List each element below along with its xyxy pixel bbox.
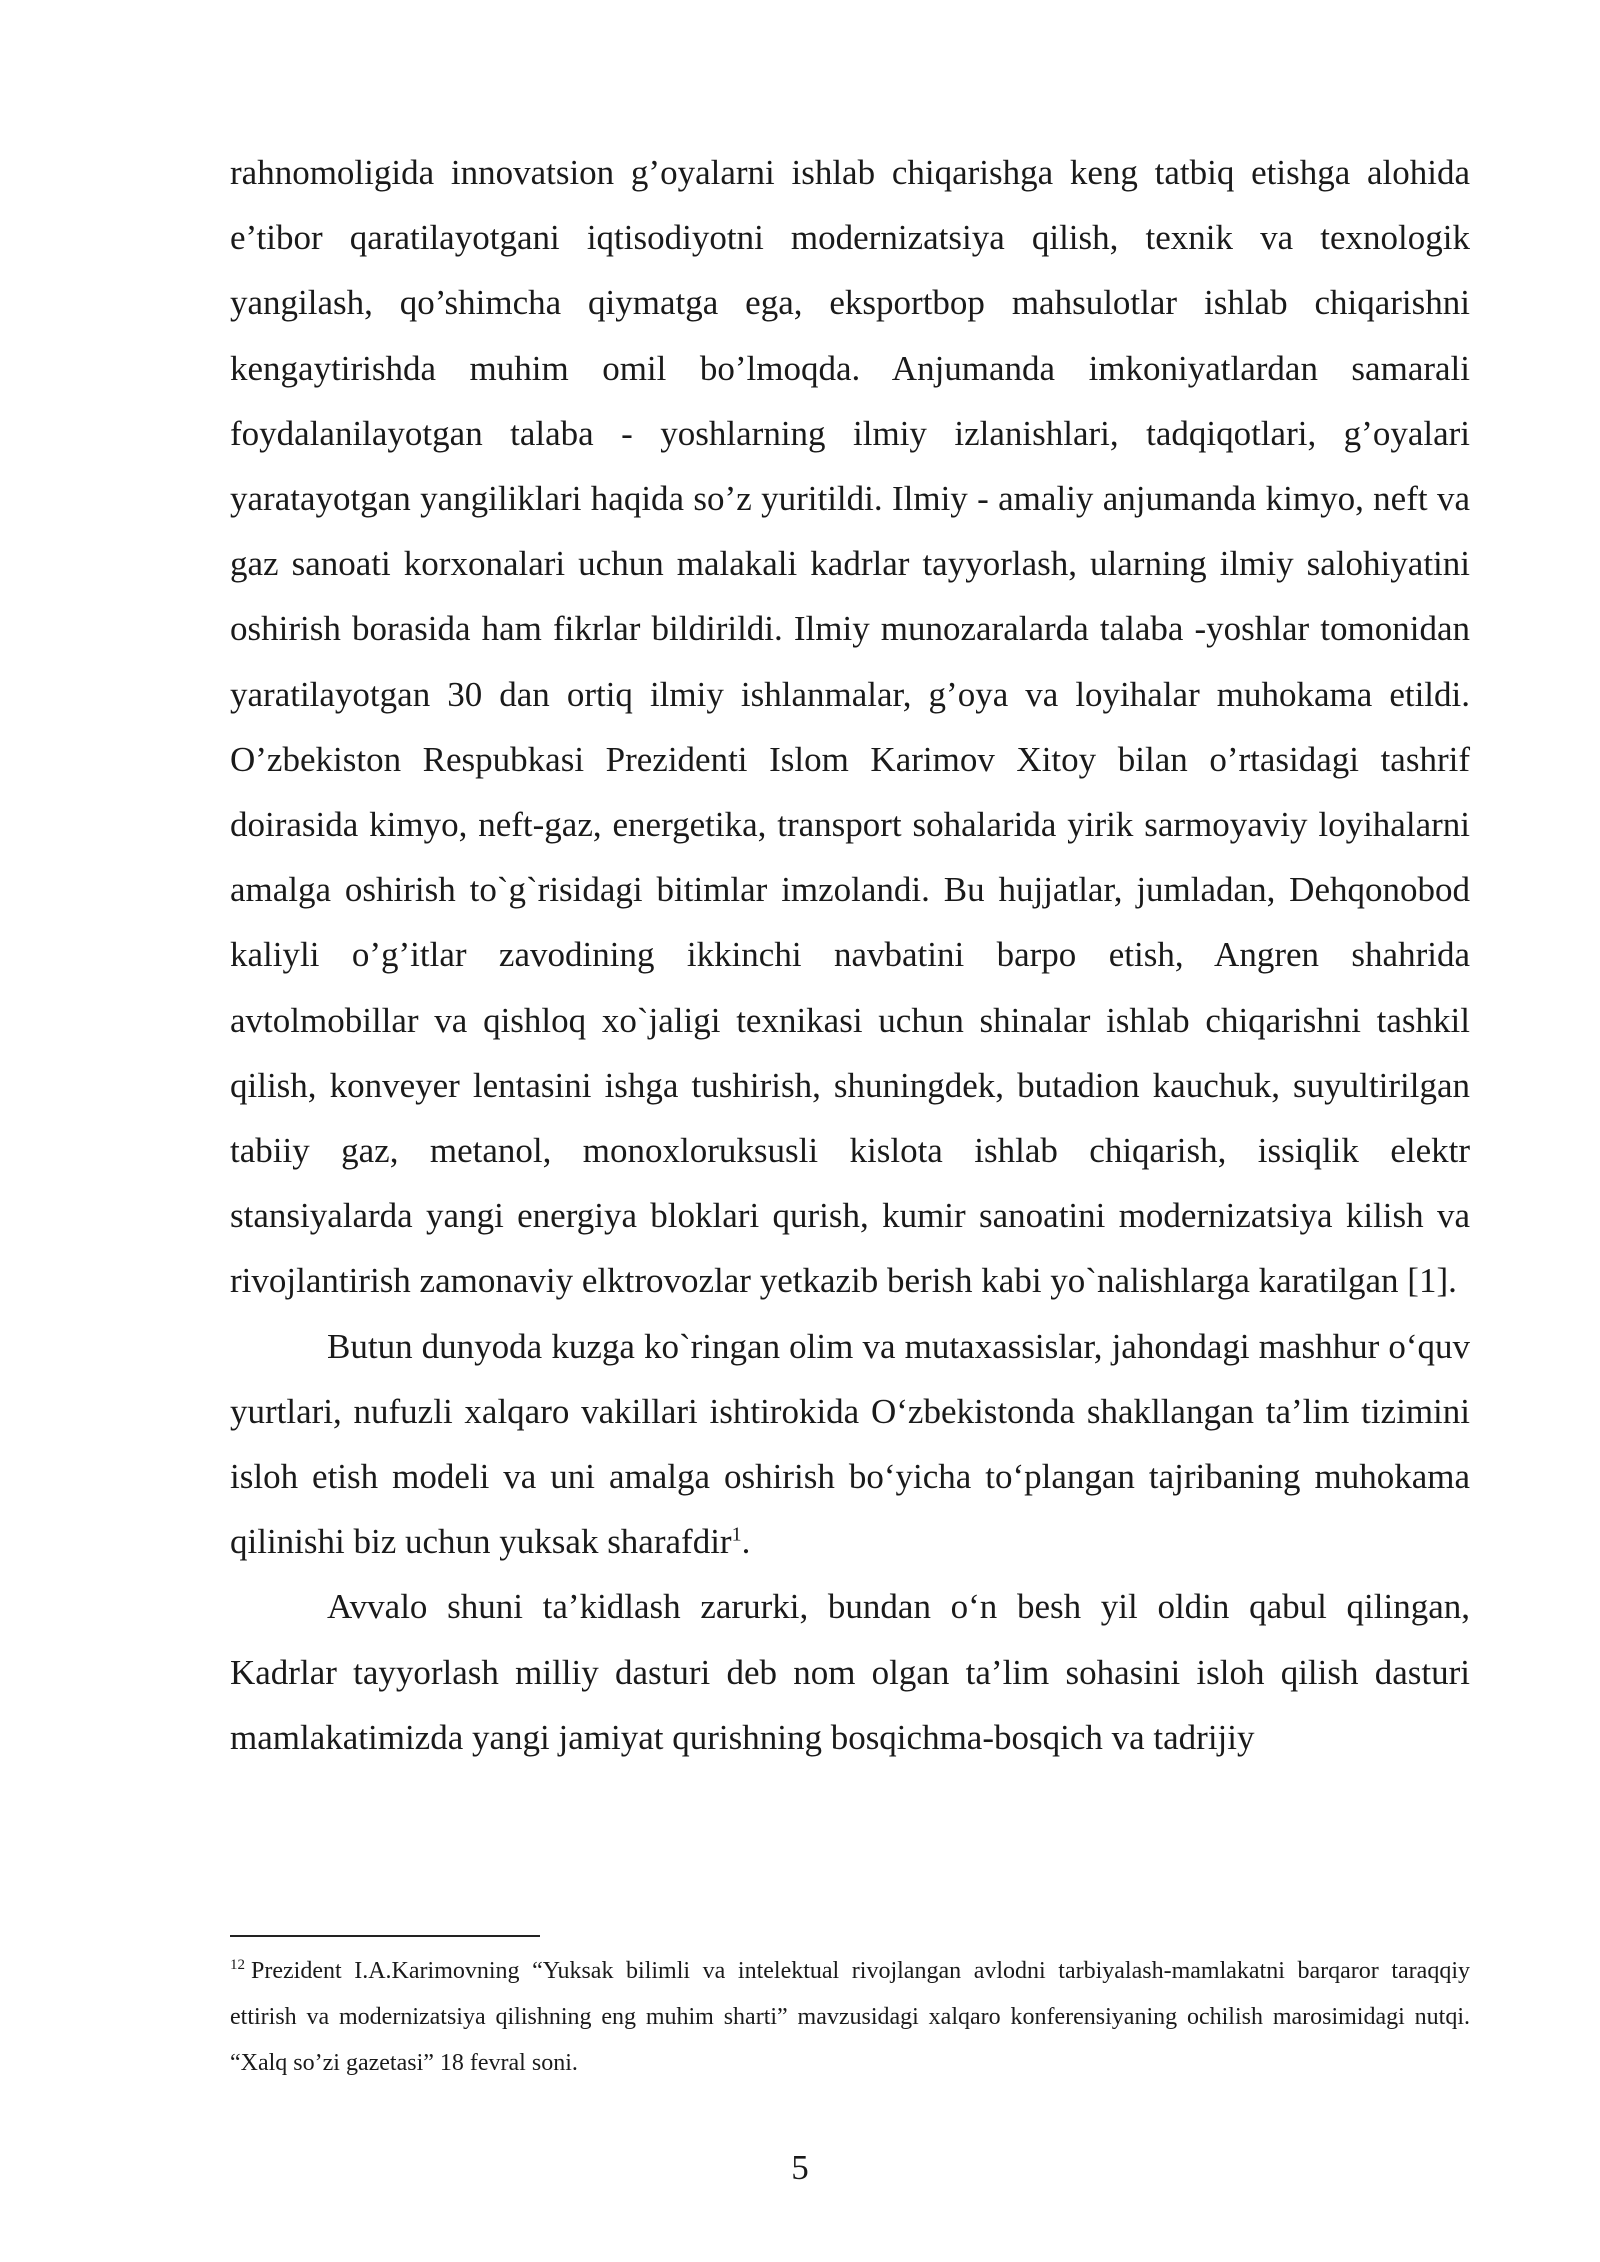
footnote-marker: 12: [230, 1957, 245, 1973]
paragraph-2-trailing: .: [741, 1522, 751, 1562]
paragraph-2-text: Butun dunyoda kuzga ko`ringan olim va mutaxassislar, jahondagi mashhur o‘quv yurtlari, nufuzli xalqaro vakillari ishtirokida O‘zbekistonda shakllangan ta’lim tizimini isloh etish modeli va uni amalga oshirish bo‘yicha to‘plangan tajribaning muhokama qilinishi biz uchun yuksak sharafdir: [230, 1326, 1470, 1562]
footnote-reference[interactable]: 1: [731, 1523, 742, 1546]
document-body: [230, 140, 1470, 1770]
paragraph-2: [230, 1314, 1470, 1575]
footnote: [230, 1948, 1470, 2086]
footnote-separator: [230, 1935, 540, 1937]
paragraph-3: Avvalo shuni ta’kidlash zarurki, bundan o‘n besh yil oldin qabul qilingan, Kadrlar tayyorlash milliy dasturi deb nom olgan ta’lim sohasini isloh qilish dasturi mamlakatimizda yangi jamiyat qurishning bosqichma-bosqich va tadrijiy: [230, 1587, 1470, 1757]
paragraph-1: rahnomoligida innovatsion g’oyalarni ishlab chiqarishga keng tatbiq etishga alohida e’tibor qaratilayotgani iqtisodiyotni modernizatsiya qilish, texnik va texnologik yangilash, qo’shimcha qiymatga ega, eksportbop mahsulotlar ishlab chiqarishni kengaytirishda muhim omil bo’lmoqda. Anjumanda imkoniyatlardan samarali foydalanilayotgan talaba - yoshlarning ilmiy izlanishlari, tadqiqotlari, g’oyalari yaratayotgan yangiliklari haqida so’z yuritildi. Ilmiy - amaliy anjumanda kimyo, neft va gaz sanoati korxonalari uchun malakali kadrlar tayyorlash, ularning ilmiy salohiyatini oshirish borasida ham fikrlar bildirildi. Ilmiy munozaralarda talaba -yoshlar tomonidan yaratilayotgan 30 dan ortiq ilmiy ishlanmalar, g’oya va loyihalar muhokama etildi. O’zbekiston Respubkasi Prezidenti Islom Karimov Xitoy bilan o’rtasidagi tashrif doirasida kimyo, neft-gaz, energetika, transport sohalarida yirik sarmoyaviy loyihalarni amalga oshirish to`g`risidagi bitimlar imzolandi. Bu hujjatlar, jumladan, Dehqonobod kaliyli o’g’itlar zavodining ikkinchi navbatini barpo etish, Angren shahrida avtolmobillar va qishloq xo`jaligi texnikasi uchun shinalar ishlab chiqarishni tashkil qilish, konveyer lentasini ishga tushirish, shuningdek, butadion kauchuk, suyultirilgan tabiiy gaz, metanol, monoxloruksusli kislota ishlab chiqarish, issiqlik elektr stansiyalarda yangi energiya bloklari qurish, kumir sanoatini modernizatsiya kilish va rivojlantirish zamonaviy elktrovozlar yetkazib berish kabi yo`nalishlarga karatilgan [1].: [230, 153, 1470, 1301]
footnote-text: Prezident I.A.Karimovning “Yuksak bilimli va intelektual rivojlangan avlodni tarbiyalash-mamlakatni barqaror taraqqiy ettirish va modernizatsiya qilishning eng muhim sharti” mavzusidagi xalqaro konferensiyaning ochilish marosimidagi nutqi. “Xalq so’zi gazetasi” 18 fevral soni.: [230, 1958, 1470, 2076]
page-number: 5: [791, 2148, 809, 2187]
